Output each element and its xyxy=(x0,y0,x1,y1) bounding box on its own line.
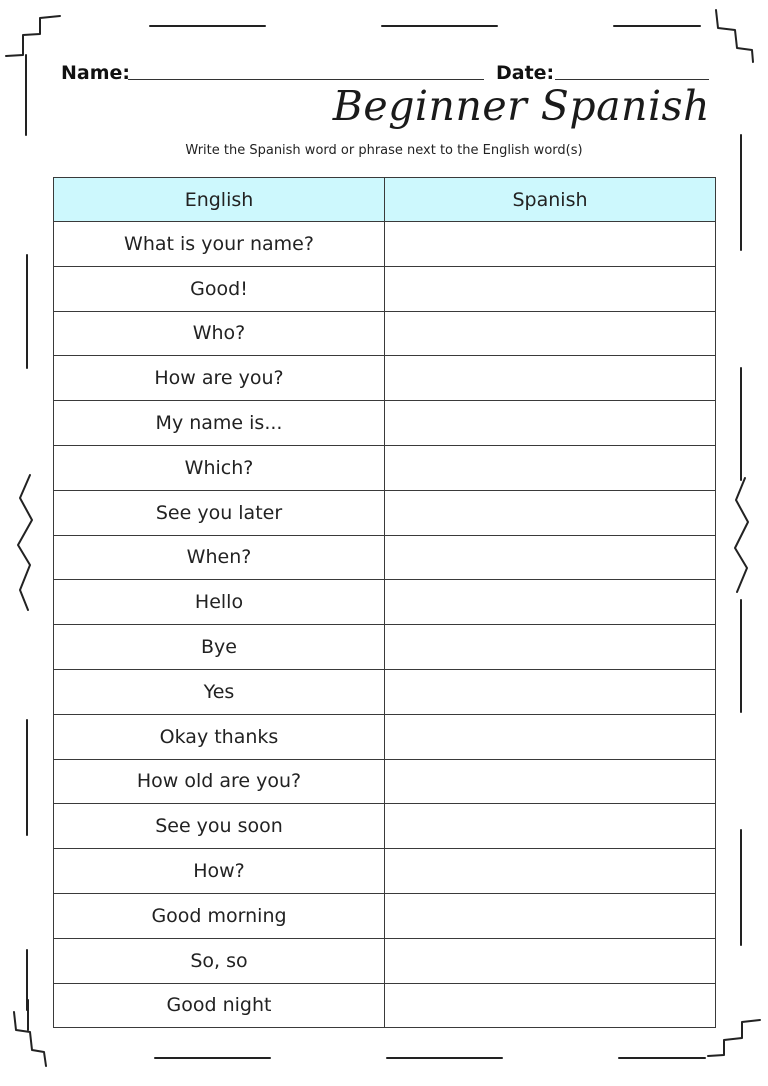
english-cell: Okay thanks xyxy=(54,714,385,759)
spanish-answer-cell[interactable] xyxy=(385,445,716,490)
spanish-answer-cell[interactable] xyxy=(385,401,716,446)
table-row xyxy=(54,535,716,580)
english-cell: Who? xyxy=(54,311,385,356)
table-row xyxy=(54,356,716,401)
spanish-answer-cell[interactable] xyxy=(385,893,716,938)
date-label: Date: xyxy=(496,62,555,84)
instruction-text: Write the Spanish word or phrase next to the English word(s) xyxy=(185,143,583,158)
spanish-answer-cell[interactable] xyxy=(385,356,716,401)
spanish-answer-cell[interactable] xyxy=(385,759,716,804)
english-cell: So, so xyxy=(54,938,385,983)
english-cell: See you soon xyxy=(54,804,385,849)
spanish-answer-cell[interactable] xyxy=(385,669,716,714)
english-cell: How old are you? xyxy=(54,759,385,804)
date-line[interactable] xyxy=(555,64,709,80)
english-cell: My name is... xyxy=(54,401,385,446)
english-cell: Good night xyxy=(54,983,385,1028)
english-cell: Good morning xyxy=(54,893,385,938)
english-cell: Hello xyxy=(54,580,385,625)
column-header-spanish: Spanish xyxy=(385,178,716,222)
table-row xyxy=(54,804,716,849)
table-row xyxy=(54,311,716,356)
spanish-answer-cell[interactable] xyxy=(385,804,716,849)
spanish-answer-cell[interactable] xyxy=(385,983,716,1028)
english-cell: When? xyxy=(54,535,385,580)
table-row xyxy=(54,580,716,625)
spanish-answer-cell[interactable] xyxy=(385,625,716,670)
table-row xyxy=(54,222,716,267)
english-cell: How are you? xyxy=(54,356,385,401)
table-row xyxy=(54,983,716,1028)
english-cell: Which? xyxy=(54,445,385,490)
english-cell: See you later xyxy=(54,490,385,535)
spanish-answer-cell[interactable] xyxy=(385,714,716,759)
table-row xyxy=(54,625,716,670)
spanish-answer-cell[interactable] xyxy=(385,490,716,535)
table-row xyxy=(54,490,716,535)
table-row xyxy=(54,669,716,714)
spanish-answer-cell[interactable] xyxy=(385,938,716,983)
table-row xyxy=(54,714,716,759)
spanish-answer-cell[interactable] xyxy=(385,222,716,267)
english-cell: What is your name? xyxy=(54,222,385,267)
english-cell: Good! xyxy=(54,266,385,311)
table-row xyxy=(54,938,716,983)
table-row xyxy=(54,266,716,311)
table-row xyxy=(54,445,716,490)
name-line[interactable] xyxy=(128,64,484,80)
page-title: Beginner Spanish xyxy=(332,82,710,130)
english-cell: Yes xyxy=(54,669,385,714)
table-row xyxy=(54,893,716,938)
column-header-english: English xyxy=(54,178,385,222)
english-cell: How? xyxy=(54,849,385,894)
spanish-answer-cell[interactable] xyxy=(385,580,716,625)
table-row xyxy=(54,849,716,894)
english-cell: Bye xyxy=(54,625,385,670)
table-header-row xyxy=(54,178,716,222)
table-row xyxy=(54,759,716,804)
name-label: Name: xyxy=(61,62,131,84)
spanish-answer-cell[interactable] xyxy=(385,849,716,894)
spanish-answer-cell[interactable] xyxy=(385,535,716,580)
spanish-answer-cell[interactable] xyxy=(385,266,716,311)
table-row xyxy=(54,401,716,446)
spanish-answer-cell[interactable] xyxy=(385,311,716,356)
vocabulary-table xyxy=(53,177,716,1028)
